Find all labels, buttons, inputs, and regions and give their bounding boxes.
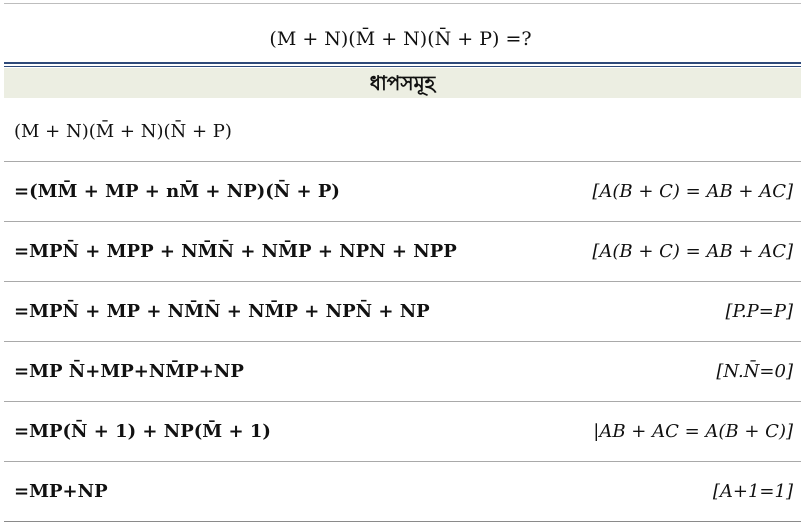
step-row <box>4 402 801 462</box>
step-row <box>4 462 801 522</box>
step-rule: [A(B + C) = AB + AC] <box>592 241 793 262</box>
header-top-rule-thin <box>4 66 801 67</box>
step-expression: =MP N̄+MP+NM̄P+NP <box>14 361 244 382</box>
question-equation: (M + N)(M̄ + N)(N̄ + P) =? <box>269 28 532 50</box>
step-expression: (M + N)(M̄ + N)(N̄ + P) <box>14 121 232 142</box>
step-expression: =MP(N̄ + 1) + NP(M̄ + 1) <box>14 421 271 442</box>
step-row <box>4 162 801 222</box>
step-rule: [P.P=P] <box>725 301 793 322</box>
step-row <box>4 102 801 162</box>
top-divider <box>4 3 801 4</box>
step-rule: [N.N̄=0] <box>716 361 793 382</box>
steps-header: ধাপসমূহ <box>4 68 801 98</box>
step-expression: =(MM̄ + MP + nM̄ + NP)(N̄ + P) <box>14 181 340 202</box>
step-row <box>4 222 801 282</box>
step-rule: |AB + AC = A(B + C)] <box>593 421 793 442</box>
step-expression: =MP+NP <box>14 481 108 502</box>
steps-list <box>4 102 801 522</box>
step-row <box>4 282 801 342</box>
step-expression: =MPN̄ + MP + NM̄N̄ + NM̄P + NPN̄ + NP <box>14 301 430 322</box>
step-expression: =MPN̄ + MPP + NM̄N̄ + NM̄P + NPN + NPP <box>14 241 457 262</box>
header-top-rule <box>4 62 801 64</box>
step-row <box>4 342 801 402</box>
step-rule: [A+1=1] <box>712 481 793 502</box>
step-rule: [A(B + C) = AB + AC] <box>592 181 793 202</box>
